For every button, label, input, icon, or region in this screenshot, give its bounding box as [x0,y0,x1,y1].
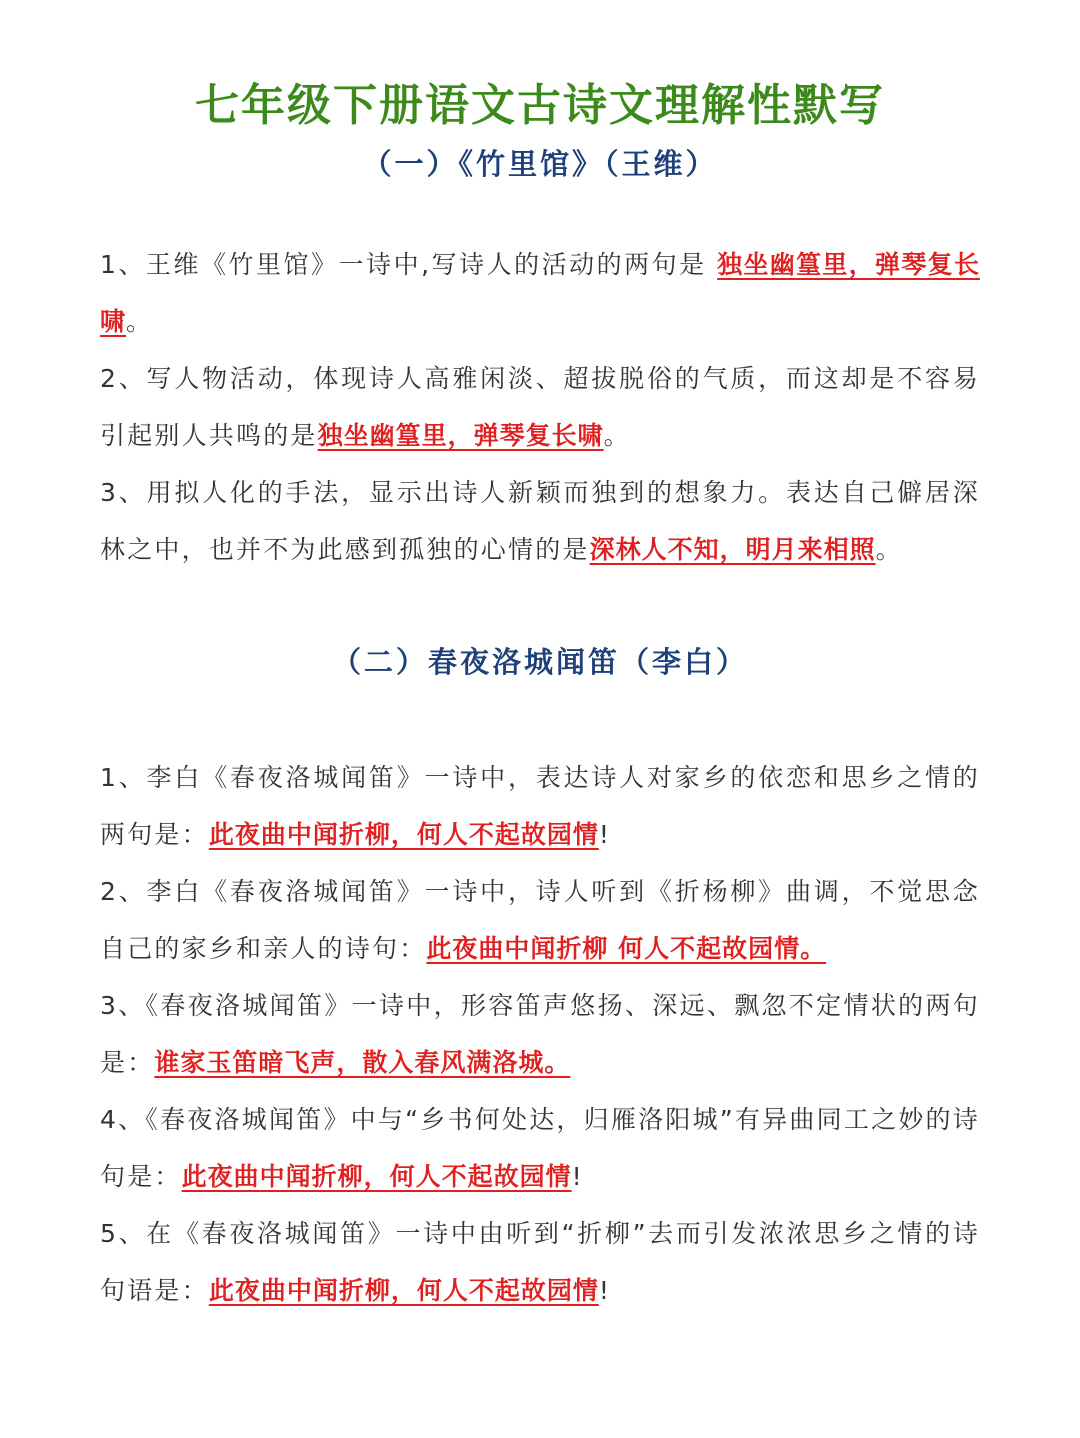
question-item [100,1205,980,1319]
question-tail: 。 [603,421,631,450]
question-tail: 。 [875,535,903,564]
question-item [100,464,980,578]
question-item [100,977,980,1091]
answer-text: 此夜曲中闻折柳 何人不起故园情。 [426,934,827,963]
question-item [100,350,980,464]
question-tail: 。 [126,307,154,336]
question-item [100,236,980,350]
question-text: 4、《春夜洛城闻笛》中与“乡书何处达，归雁洛阳城”有异曲同工之妙的诗句是： [100,1105,980,1191]
answer-text: 此夜曲中闻折柳，何人不起故园情 [208,1276,599,1305]
question-tail: ! [598,820,612,849]
answer-text: 独坐幽篁里，弹琴复长啸 [317,421,604,450]
section-heading-zhu-li-guan: （一）《竹里馆》（王维） [362,147,718,181]
question-item [100,863,980,977]
answer-text: 独坐幽篁里，弹琴复长啸 [100,250,980,336]
question-item [100,749,980,863]
answer-text: 谁家玉笛暗飞声，散入春风满洛城。 [154,1048,571,1077]
question-tail: ! [571,1162,584,1191]
answer-text: 此夜曲中闻折柳，何人不起故园情 [208,820,599,849]
answer-text: 此夜曲中闻折柳，何人不起故园情 [181,1162,572,1191]
question-text: 5、在《春夜洛城闻笛》一诗中由听到“折柳”去而引发浓浓思乡之情的诗句语是： [100,1219,980,1305]
question-text: 2、写人物活动，体现诗人高雅闲淡、超拔脱俗的气质，而这却是不容易引起别人共鸣的是 [100,364,980,450]
question-text: 1、王维《竹里馆》一诗中,写诗人的活动的两句是 [100,250,718,279]
answer-text: 深林人不知，明月来相照 [589,535,876,564]
question-text: 1、李白《春夜洛城闻笛》一诗中，表达诗人对家乡的依恋和思乡之情的两句是： [100,763,980,849]
question-text: 2、李白《春夜洛城闻笛》一诗中，诗人听到《折杨柳》曲调，不觉思念自己的家乡和亲人的诗句： [100,877,980,963]
question-text: 3、用拟人化的手法，显示出诗人新颖而独到的想象力。表达自己僻居深林之中，也并不为此感到孤独的心情的是 [100,478,980,564]
page-title: 七年级下册语文古诗文理解性默写 [195,80,885,131]
question-item [100,1091,980,1205]
question-text: 3、《春夜洛城闻笛》一诗中，形容笛声悠扬、深远、飘忽不定情状的两句是： [100,991,980,1077]
section-heading-chun-ye-luo-cheng-wen-di: （二）春夜洛城闻笛（李白） [331,645,748,679]
question-tail: ! [598,1276,612,1305]
